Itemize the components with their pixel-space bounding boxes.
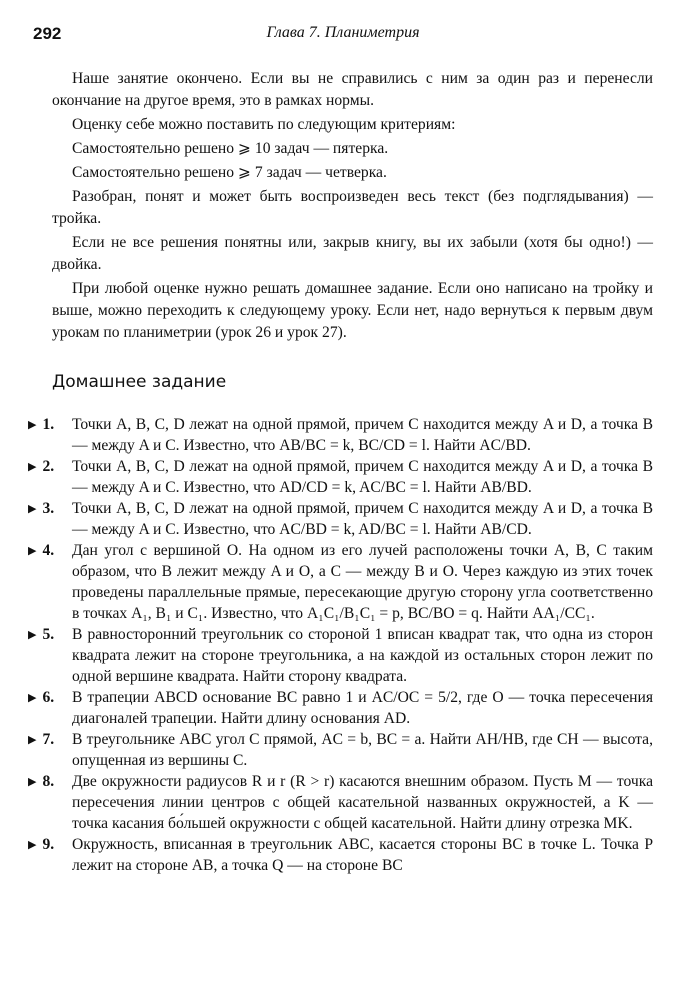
triangle-bullet-icon: ▶: [28, 692, 37, 704]
problem-item: [28, 624, 653, 687]
problem-number: 1.: [42, 416, 55, 433]
intro-paragraph: Разобран, понят и может быть воспроизведен весь текст (без подглядывания) — тройка.: [52, 188, 653, 227]
problem-number: 5.: [42, 626, 55, 643]
intro-text: [52, 68, 653, 346]
triangle-bullet-icon: ▶: [28, 776, 37, 788]
problem-text: Точки A, B, C, D лежат на одной прямой, причем C находится между A и D, а точка B — между A и C. Известно, что AD/CD = k, AC/BC = l. Найти AB/BD.: [72, 458, 653, 496]
triangle-bullet-icon: ▶: [28, 503, 37, 515]
problem-text: Две окружности радиусов R и r (R > r) касаются внешним образом. Пусть M — точка пересечения линии центров с общей касательной названных окружностей, а K — точка касания бо́льшей окружности с общей касательной. Найти длину отрезка MK.: [72, 773, 653, 832]
problem-number: 3.: [42, 500, 55, 517]
problem-item: [28, 771, 653, 834]
problem-item: [28, 540, 653, 624]
problem-text: В треугольнике ABC угол C прямой, AC = b, BC = a. Найти AH/HB, где CH — высота, опущенная из вершины C.: [72, 731, 653, 769]
problem-item: [28, 834, 653, 876]
problem-number: 7.: [42, 731, 55, 748]
problem-text: В трапеции ABCD основание BC равно 1 и AC/OC = 5/2, где O — точка пересечения диагоналей трапеции. Найти длину основания AD.: [72, 689, 653, 727]
problem-number: 2.: [42, 458, 55, 475]
problem-number: 8.: [42, 773, 55, 790]
problem-text: Точки A, B, C, D лежат на одной прямой, причем C находится между A и D, а точка B — между A и C. Известно, что AC/BD = k, AD/BC = l. Найти AB/CD.: [72, 500, 653, 538]
page-number: 292: [33, 24, 62, 43]
triangle-bullet-icon: ▶: [28, 461, 37, 473]
problem-item: [28, 498, 653, 540]
triangle-bullet-icon: ▶: [28, 545, 37, 557]
problem-number: 6.: [42, 689, 55, 706]
triangle-bullet-icon: ▶: [28, 839, 37, 851]
intro-paragraph: Самостоятельно решено ⩾ 7 задач — четверка.: [72, 164, 387, 181]
problem-item: [28, 414, 653, 456]
running-head: Глава 7. Планиметрия: [266, 24, 420, 41]
intro-paragraph: Если не все решения понятны или, закрыв книгу, вы их забыли (хотя бы одно!) — двойка.: [52, 234, 653, 273]
triangle-bullet-icon: ▶: [28, 629, 37, 641]
problem-text: Окружность, вписанная в треугольник ABC, касается стороны BC в точке L. Точка P лежит на стороне AB, а точка Q — на стороне BC: [72, 836, 653, 874]
triangle-bullet-icon: ▶: [28, 734, 37, 746]
problem-item: [28, 456, 653, 498]
problem-text: Дан угол с вершиной O. На одном из его лучей расположены точки A, B, C таким образом, что B лежит между A и O, а C — между B и O. Через каждую из этих точек проведены параллельные прямые, пересекающие другую сторону угла соответственно в точках A₁, B₁ и C₁. Известно, что A₁C₁/B₁C₁ = p, BC/BO = q. Найти AA₁/CC₁.: [72, 542, 653, 622]
intro-paragraph: Наше занятие окончено. Если вы не справились с ним за один раз и перенесли окончание на другое время, это в рамках нормы.: [52, 70, 653, 109]
triangle-bullet-icon: ▶: [28, 419, 37, 431]
problem-text: Точки A, B, C, D лежат на одной прямой, причем C находится между A и D, а точка B — между A и C. Известно, что AB/BC = k, BC/CD = l. Найти AC/BD.: [72, 416, 653, 454]
problem-list: [28, 414, 653, 876]
problem-number: 4.: [42, 542, 55, 559]
section-title: Домашнее задание: [52, 372, 227, 392]
intro-paragraph: Самостоятельно решено ⩾ 10 задач — пятерка.: [72, 140, 389, 157]
problem-item: [28, 729, 653, 771]
problem-text: В равносторонний треугольник со стороной 1 вписан квадрат так, что одна из сторон квадрата лежит на стороне треугольника, а на каждой из остальных сторон лежит по одной вершине квадрата. Найти сторону квадрата.: [72, 626, 653, 685]
intro-paragraph: При любой оценке нужно решать домашнее задание. Если оно написано на тройку и выше, можно переходить к следующему уроку. Если нет, надо вернуться к первым двум урокам по планиметрии (урок 26 и урок 27).: [52, 280, 653, 341]
problem-item: [28, 687, 653, 729]
intro-paragraph: Оценку себе можно поставить по следующим критериям:: [72, 116, 456, 133]
page-header: [33, 24, 653, 48]
problem-number: 9.: [42, 836, 55, 853]
